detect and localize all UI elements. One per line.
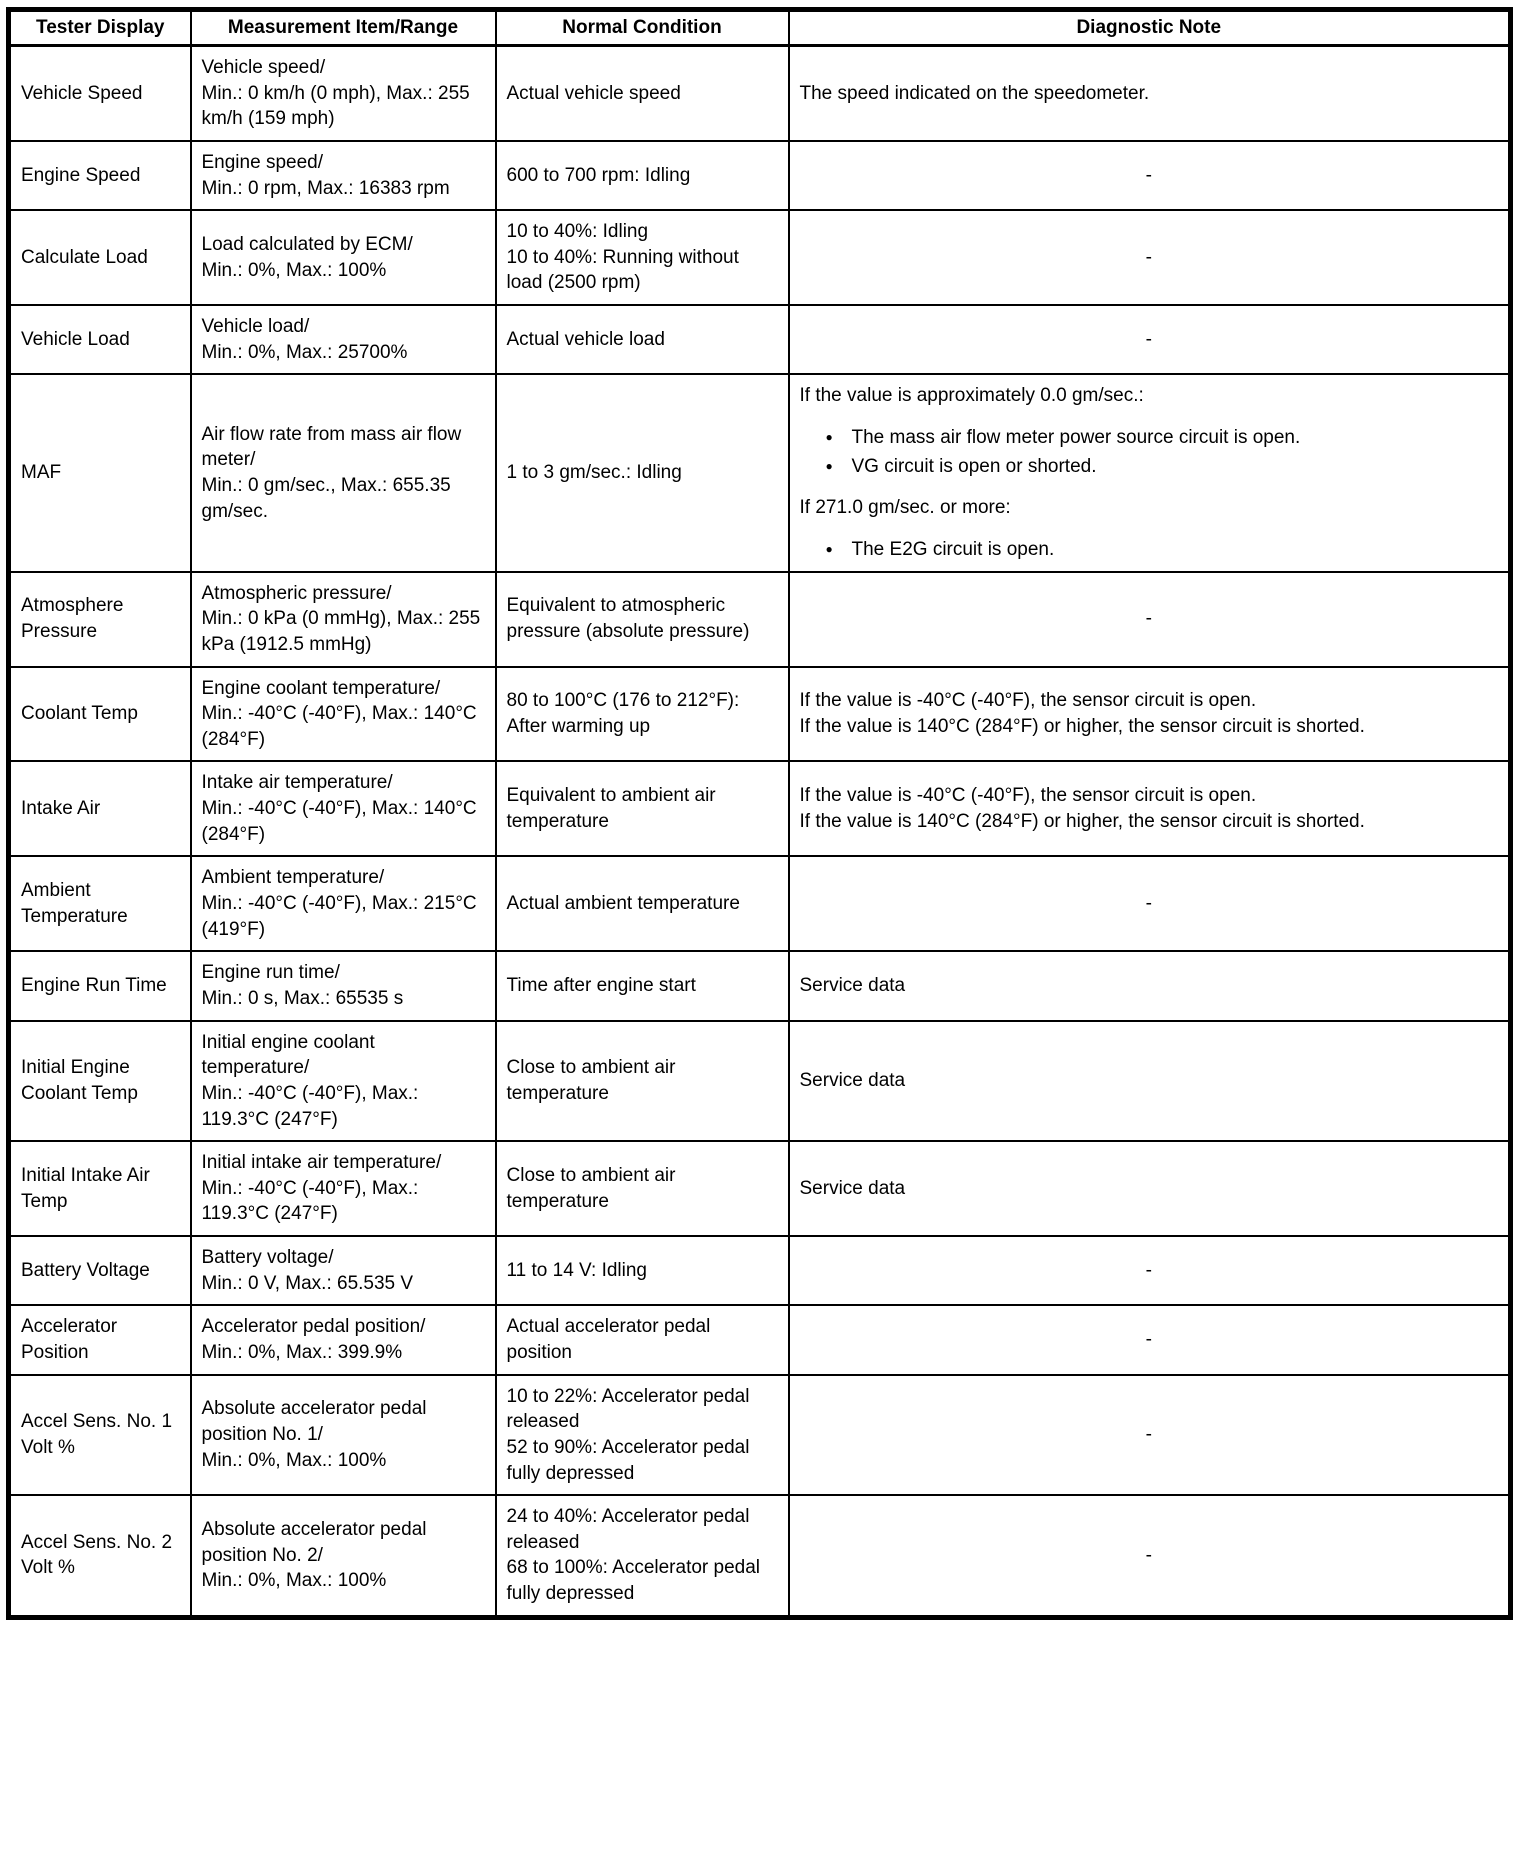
table-row [9,46,1511,141]
note-text [800,163,1499,189]
note-text [800,1422,1499,1448]
tester-display-label: Intake Air [21,798,101,820]
tester-display-label: Engine Speed [21,164,141,186]
cell-measurement-range [191,46,496,141]
table-row [9,1236,1511,1305]
cell-tester-display [9,46,191,141]
cell-tester-display [9,951,191,1020]
note-bullet-list [800,425,1499,479]
cell-measurement-range [191,667,496,762]
note-line: - [1145,893,1152,915]
bullet-icon: ● [825,458,833,473]
cell-measurement-range [191,1236,496,1305]
note-bullet-list [800,537,1499,563]
cell-measurement-range [191,210,496,305]
table-row [9,210,1511,305]
cell-tester-display [9,305,191,374]
measurement-line: Min.: 0 km/h (0 mph), Max.: 255 km/h (159 mph) [201,82,470,130]
cell-normal-condition [496,667,789,762]
note-bullet-text: The E2G circuit is open. [851,538,1055,560]
cell-normal-condition [496,141,789,210]
measurement-line: Min.: -40°C (-40°F), Max.: 140°C (284°F) [201,798,477,845]
tester-display-label: Atmosphere Pressure [21,595,124,643]
column-header-4: Diagnostic Note [789,10,1511,46]
measurement-line: Vehicle load/ [201,316,310,338]
table-row [9,305,1511,374]
measurement-line: Min.: 0%, Max.: 399.9% [201,1341,403,1363]
table-row [9,761,1511,856]
cell-diagnostic-note [789,1375,1511,1496]
cell-tester-display [9,1305,191,1374]
normal-condition-line: 10 to 40%: Idling [506,221,649,243]
normal-condition-line: Actual vehicle speed [506,82,681,104]
tester-display-label: Accelerator Position [21,1316,118,1363]
table-header [9,10,1511,46]
measurement-line: Absolute accelerator pedal position No. 1/ [201,1398,427,1446]
tester-display-label: Battery Voltage [21,1259,150,1281]
measurement-line: Initial engine coolant temperature/ [201,1031,375,1079]
note-text [800,1068,1499,1094]
normal-condition-line: 10 to 22%: Accelerator pedal released [506,1385,750,1433]
normal-condition-line: Close to ambient air temperature [506,1057,676,1104]
cell-diagnostic-note [789,305,1511,374]
cell-tester-display [9,1021,191,1142]
note-text [800,891,1499,917]
note-line: - [1145,1329,1152,1351]
table-row [9,1305,1511,1374]
cell-normal-condition [496,1141,789,1236]
note-line: If the value is 140°C (284°F) or higher, the sensor circuit is shorted. [799,810,1365,832]
cell-tester-display [9,1141,191,1236]
cell-normal-condition [496,46,789,141]
normal-condition-line: 11 to 14 V: Idling [506,1259,647,1281]
measurement-line: Min.: 0%, Max.: 100% [201,1570,387,1592]
cell-measurement-range [191,1305,496,1374]
note-line: Service data [799,975,906,997]
cell-diagnostic-note [789,1236,1511,1305]
note-line: - [1145,1424,1152,1446]
tester-display-label: Accel Sens. No. 1 Volt % [21,1411,173,1458]
cell-diagnostic-note [789,951,1511,1020]
measurement-line: Min.: -40°C (-40°F), Max.: 140°C (284°F) [201,703,477,750]
note-line: - [1145,246,1152,268]
column-header-3: Normal Condition [496,10,789,46]
cell-normal-condition [496,374,789,571]
normal-condition-line: 1 to 3 gm/sec.: Idling [506,462,682,484]
note-text [800,81,1499,107]
note-line: If 271.0 gm/sec. or more: [799,497,1011,519]
measurement-line: Min.: 0 s, Max.: 65535 s [201,987,404,1009]
cell-normal-condition [496,1236,789,1305]
table-row [9,1375,1511,1496]
cell-diagnostic-note [789,1021,1511,1142]
measurement-line: Initial intake air temperature/ [201,1152,442,1174]
cell-diagnostic-note [789,1495,1511,1617]
normal-condition-line: 24 to 40%: Accelerator pedal released [506,1506,750,1553]
cell-diagnostic-note [789,210,1511,305]
cell-normal-condition [496,1021,789,1142]
cell-measurement-range [191,856,496,951]
measurement-line: Min.: -40°C (-40°F), Max.: 119.3°C (247°F) [201,1177,419,1225]
note-text [800,606,1499,632]
tester-display-label: Initial Engine Coolant Temp [21,1057,138,1104]
note-text [800,383,1499,409]
tester-display-label: Engine Run Time [21,975,167,997]
note-text [800,327,1499,353]
normal-condition-line: Time after engine start [506,975,696,997]
measurement-line: Min.: 0%, Max.: 100% [201,259,387,281]
cell-tester-display [9,374,191,571]
note-text [800,1258,1499,1284]
cell-measurement-range [191,1495,496,1617]
diagnostic-data-table [6,7,1513,1620]
cell-tester-display [9,1495,191,1617]
measurement-line: Atmospheric pressure/ [201,582,392,604]
note-text [800,973,1499,999]
cell-tester-display [9,761,191,856]
normal-condition-line: After warming up [506,715,651,737]
note-line: The speed indicated on the speedometer. [799,82,1150,104]
cell-measurement-range [191,305,496,374]
normal-condition-line: 600 to 700 rpm: Idling [506,164,691,186]
cell-normal-condition [496,305,789,374]
cell-measurement-range [191,761,496,856]
measurement-line: Vehicle speed/ [201,57,326,78]
note-bullet-item [800,454,1499,480]
cell-diagnostic-note [789,141,1511,210]
tester-display-label: Accel Sens. No. 2 Volt % [21,1531,173,1579]
tester-display-label: MAF [21,462,62,484]
cell-normal-condition [496,1375,789,1496]
note-text [800,1327,1499,1353]
measurement-line: Battery voltage/ [201,1247,334,1269]
table-body [9,46,1511,1618]
note-line: If the value is approximately 0.0 gm/sec.: [799,385,1144,407]
cell-tester-display [9,856,191,951]
measurement-line: Engine speed/ [201,151,323,173]
cell-diagnostic-note [789,1305,1511,1374]
cell-tester-display [9,667,191,762]
measurement-line: Intake air temperature/ [201,772,393,794]
cell-measurement-range [191,141,496,210]
cell-diagnostic-note [789,1141,1511,1236]
note-line: If the value is -40°C (-40°F), the sensor circuit is open. [799,785,1257,807]
tester-display-label: Initial Intake Air Temp [21,1164,150,1212]
measurement-line: Engine coolant temperature/ [201,677,441,699]
normal-condition-line: Actual ambient temperature [506,893,740,915]
note-bullet-item [800,425,1499,451]
tester-display-label: Coolant Temp [21,703,138,725]
measurement-line: Min.: 0 kPa (0 mmHg), Max.: 255 kPa (1912.5 mmHg) [201,608,481,655]
cell-measurement-range [191,1141,496,1236]
cell-diagnostic-note [789,761,1511,856]
header-row [9,10,1511,46]
column-header-1: Tester Display [9,10,191,46]
tester-display-label: Vehicle Load [21,328,130,350]
cell-tester-display [9,1236,191,1305]
cell-normal-condition [496,761,789,856]
cell-measurement-range [191,572,496,667]
tester-display-label: Vehicle Speed [21,82,143,104]
note-text [800,783,1499,834]
normal-condition-line: Actual accelerator pedal position [506,1316,711,1363]
measurement-line: Min.: 0 gm/sec., Max.: 655.35 gm/sec. [201,475,451,522]
tester-display-label: Ambient Temperature [21,880,128,927]
cell-diagnostic-note [789,374,1511,571]
cell-normal-condition [496,856,789,951]
cell-normal-condition [496,951,789,1020]
normal-condition-line: 52 to 90%: Accelerator pedal fully depressed [506,1436,750,1484]
table-row [9,1021,1511,1142]
table-row [9,374,1511,571]
table-row [9,141,1511,210]
note-line: Service data [799,1177,906,1199]
cell-measurement-range [191,374,496,571]
note-line: - [1145,328,1152,350]
note-line: If the value is -40°C (-40°F), the sensor circuit is open. [799,690,1257,712]
cell-tester-display [9,1375,191,1496]
measurement-line: Min.: -40°C (-40°F), Max.: 215°C (419°F) [201,893,477,940]
table-row [9,951,1511,1020]
note-line: - [1145,1259,1152,1281]
normal-condition-line: Actual vehicle load [506,328,665,350]
note-text [800,688,1499,739]
cell-measurement-range [191,1021,496,1142]
cell-diagnostic-note [789,572,1511,667]
measurement-line: Ambient temperature/ [201,867,385,889]
measurement-line: Min.: 0 rpm, Max.: 16383 rpm [201,177,450,199]
note-text [800,1176,1499,1202]
table-row [9,856,1511,951]
measurement-line: Load calculated by ECM/ [201,234,413,256]
note-bullet-item [800,537,1499,563]
cell-diagnostic-note [789,46,1511,141]
cell-normal-condition [496,1305,789,1374]
note-text [800,495,1499,521]
measurement-line: Air flow rate from mass air flow meter/ [201,423,462,471]
measurement-line: Engine run time/ [201,962,340,984]
normal-condition-line: 68 to 100%: Accelerator pedal fully depressed [506,1557,761,1605]
table-row [9,1495,1511,1617]
cell-normal-condition [496,572,789,667]
normal-condition-line: 10 to 40%: Running without load (2500 rpm) [506,246,739,294]
cell-tester-display [9,572,191,667]
table-row [9,572,1511,667]
note-line: If the value is 140°C (284°F) or higher, the sensor circuit is shorted. [799,715,1365,737]
measurement-line: Accelerator pedal position/ [201,1316,426,1338]
cell-measurement-range [191,1375,496,1496]
table-row [9,1141,1511,1236]
note-line: Service data [799,1070,906,1092]
cell-diagnostic-note [789,856,1511,951]
cell-diagnostic-note [789,667,1511,762]
normal-condition-line: Equivalent to ambient air temperature [506,785,716,832]
normal-condition-line: 80 to 100°C (176 to 212°F): [506,690,740,712]
measurement-line: Min.: 0%, Max.: 25700% [201,341,408,363]
cell-normal-condition [496,210,789,305]
note-bullet-text: The mass air flow meter power source circuit is open. [851,427,1301,449]
tester-display-label: Calculate Load [21,246,148,268]
cell-tester-display [9,210,191,305]
cell-measurement-range [191,951,496,1020]
note-line: - [1145,608,1152,630]
measurement-line: Absolute accelerator pedal position No. 2/ [201,1519,427,1566]
note-text [800,245,1499,271]
note-line: - [1145,1544,1152,1566]
bullet-icon: ● [825,430,833,445]
cell-normal-condition [496,1495,789,1617]
bullet-icon: ● [825,541,833,556]
measurement-line: Min.: -40°C (-40°F), Max.: 119.3°C (247°F) [201,1082,419,1130]
cell-tester-display [9,141,191,210]
normal-condition-line: Equivalent to atmospheric pressure (absolute pressure) [506,595,750,643]
note-text [800,1543,1499,1569]
table-row [9,667,1511,762]
normal-condition-line: Close to ambient air temperature [506,1164,676,1212]
measurement-line: Min.: 0%, Max.: 100% [201,1449,387,1471]
note-line: - [1145,164,1152,186]
measurement-line: Min.: 0 V, Max.: 65.535 V [201,1272,414,1294]
column-header-2: Measurement Item/Range [191,10,496,46]
note-bullet-text: VG circuit is open or shorted. [851,455,1097,477]
